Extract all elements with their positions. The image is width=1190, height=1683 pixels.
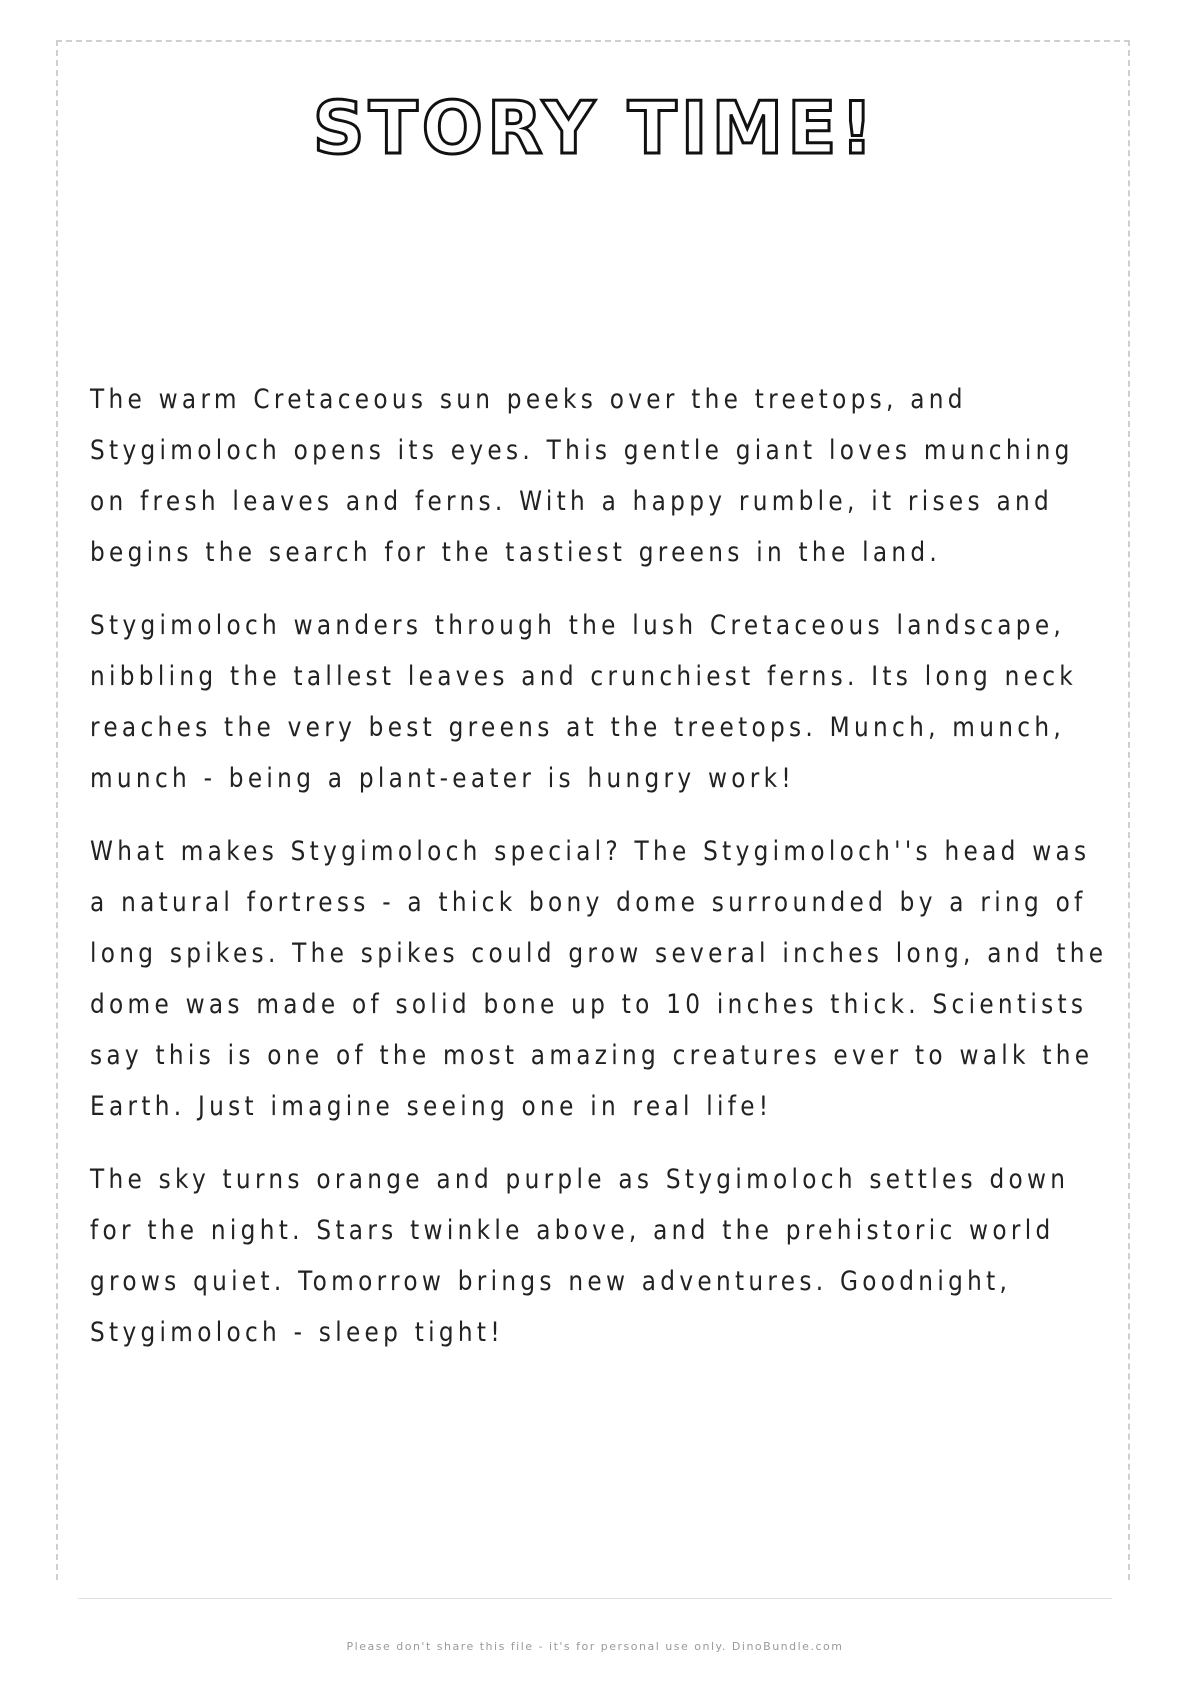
footer-copyright-note: Please don't share this file - it's for personal use only. DinoBundle.com	[346, 1640, 844, 1653]
story-paragraph-3: What makes Stygimoloch special? The Stygimoloch''s head was a natural fortress - a thick bony dome surrounded by a ring of long spikes. The spikes could grow several inches long, and the dome was made of solid bone up to 10 inches thick. Scientists say this is one of the most amazing creatures ever to walk the Earth. Just imagine seeing one in real life!	[90, 836, 1108, 1122]
story-paragraph-2: Stygimoloch wanders through the lush Cretaceous landscape, nibbling the tallest leaves and crunchiest ferns. Its long neck reaches the very best greens at the treetops. Munch, munch, munch - being a plant-eater is hungry work!	[90, 610, 1078, 794]
footer-divider	[78, 1598, 1112, 1599]
page-title: STORY TIME!	[312, 86, 878, 170]
story-paragraph-1: The warm Cretaceous sun peeks over the treetops, and Stygimoloch opens its eyes. This gentle giant loves munching on fresh leaves and ferns. With a happy rumble, it rises and begins the search for the tastiest greens in the land.	[90, 384, 1074, 568]
story-body	[90, 374, 1120, 1380]
story-paragraph-4: The sky turns orange and purple as Stygimoloch settles down for the night. Stars twinkle above, and the prehistoric world grows quiet. Tomorrow brings new adventures. Goodnight, Stygimoloch - sleep tight!	[90, 1164, 1070, 1348]
